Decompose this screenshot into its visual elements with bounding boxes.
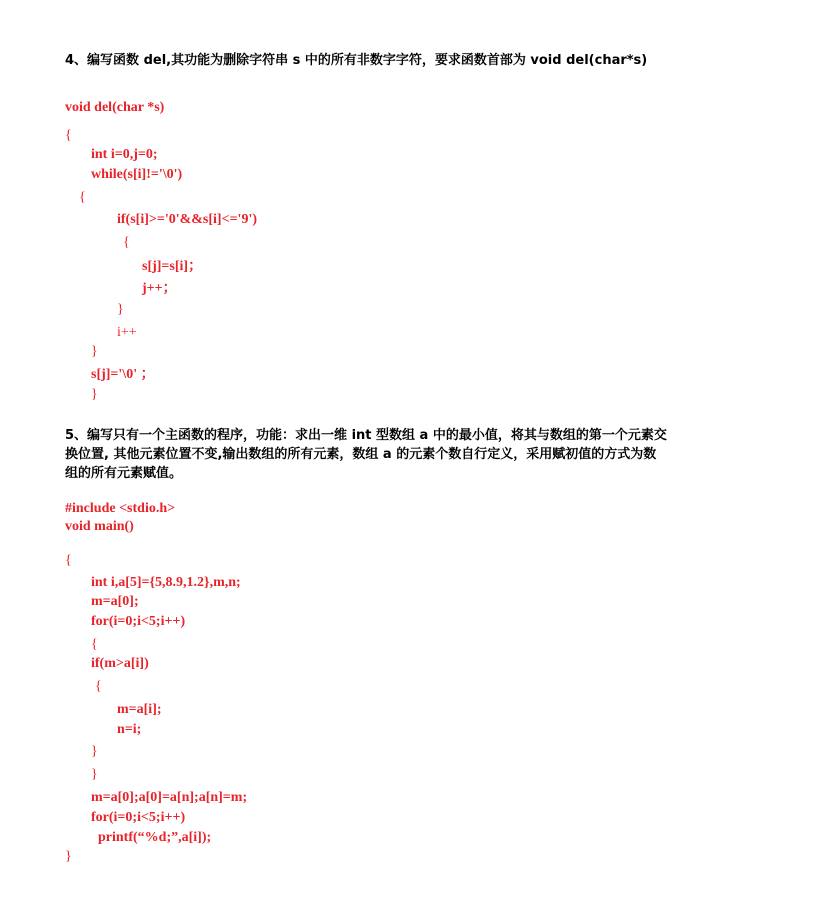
code-line: while(s[i]!='\0') (91, 167, 183, 182)
code-line: } (91, 744, 98, 759)
code-line: { (123, 235, 130, 250)
code-line: { (65, 553, 72, 568)
code-line: int i=0,j=0; (91, 147, 158, 162)
code-line: { (95, 679, 102, 694)
question-4-title: 4、编写函数 del,其功能为删除字符串 s 中的所有非数字字符，要求函数首部为 void del(char*s) (65, 53, 648, 68)
code-line: } (117, 302, 124, 317)
code-line: s[j]='\0' ； (91, 367, 155, 382)
code-line: j++； (142, 281, 177, 296)
code-line: m=a[0]; (91, 594, 139, 609)
code-line: void main() (65, 519, 134, 534)
question-5-title-line: 5、编写只有一个主函数的程序，功能：求出一维 int 型数组 a 中的最小值，将其与数组的第一个元素交 (65, 428, 667, 443)
code-line: { (65, 128, 72, 143)
code-line: if(m>a[i]) (91, 656, 149, 671)
code-line: i++ (117, 325, 137, 340)
code-line: s[j]=s[i]； (142, 259, 203, 274)
code-line: } (91, 344, 98, 359)
code-line: m=a[i]; (117, 702, 162, 717)
code-line: for(i=0;i<5;i++) (91, 810, 186, 825)
code-line: m=a[0];a[0]=a[n];a[n]=m; (91, 790, 248, 805)
code-line: n=i; (117, 722, 142, 737)
code-line: void del(char *s) (65, 100, 165, 115)
code-line: } (91, 767, 98, 782)
code-line: for(i=0;i<5;i++) (91, 614, 186, 629)
code-line: { (79, 190, 86, 205)
question-5-title-line: 换位置, 其他元素位置不变,输出数组的所有元素，数组 a 的元素个数自行定义，采用赋初值的方式为数 (65, 447, 657, 462)
code-line: int i,a[5]={5,8.9,1.2},m,n; (91, 575, 241, 590)
code-line: printf(“%d;”,a[i]); (98, 830, 212, 845)
code-line: { (91, 637, 98, 652)
code-line: if(s[i]>='0'&&s[i]<='9') (117, 212, 257, 227)
code-line: } (91, 387, 98, 402)
code-line: #include <stdio.h> (65, 501, 176, 516)
code-line: } (65, 849, 72, 864)
question-5-title-line: 组的所有元素赋值。 (65, 466, 183, 481)
